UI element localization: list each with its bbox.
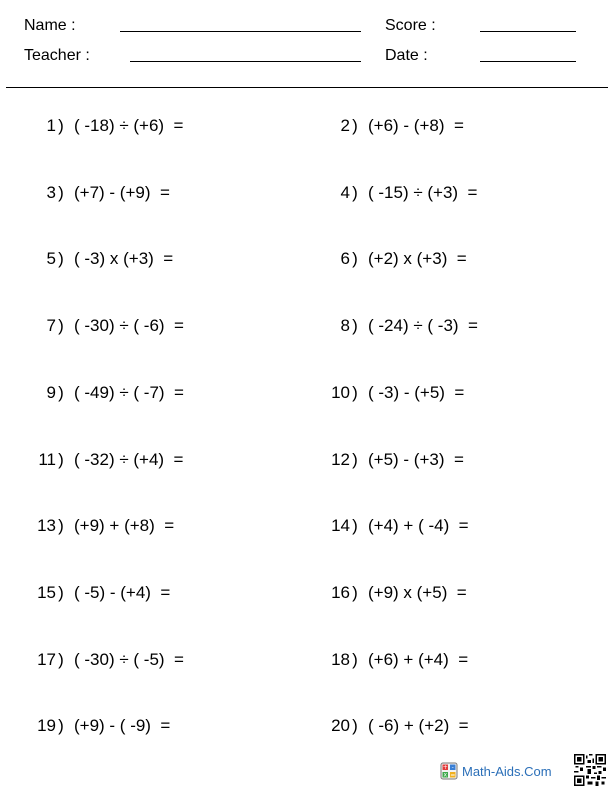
problem-number-paren: ) [58, 516, 64, 535]
problem-expression: (+9) - ( -9) = [74, 716, 171, 735]
problem-number: 9 [46, 383, 56, 402]
problem-expression: ( -32) ÷ (+4) = [74, 450, 184, 469]
calculator-icon [440, 762, 458, 780]
problem-number: 12 [331, 450, 350, 469]
problem-number-paren: ) [352, 183, 358, 202]
problem-number: 19 [37, 716, 56, 735]
score-label: Score : [385, 17, 436, 34]
problem-expression: ( -24) ÷ ( -3) = [368, 316, 478, 335]
qr-code-icon [574, 754, 606, 786]
problem-expression: (+2) x (+3) = [368, 249, 467, 268]
problem-number-paren: ) [352, 716, 358, 735]
problem-expression: ( -3) - (+5) = [368, 383, 465, 402]
problem-expression: ( -15) ÷ (+3) = [368, 183, 478, 202]
problem-expression: (+5) - (+3) = [368, 450, 464, 469]
problem-number: 5 [46, 249, 56, 268]
problem-number-paren: ) [58, 316, 64, 335]
problem-expression: ( -30) ÷ ( -6) = [74, 316, 184, 335]
problem-number-paren: ) [352, 116, 358, 135]
problem-expression: ( -6) + (+2) = [368, 716, 469, 735]
svg-text:=: = [450, 771, 456, 779]
problem-expression: (+7) - (+9) = [74, 183, 170, 202]
problem-number-paren: ) [352, 249, 358, 268]
problem-3 [28, 182, 170, 204]
problem-expression: ( -18) ÷ (+6) = [74, 116, 184, 135]
problem-8 [322, 315, 478, 337]
problem-12 [322, 449, 464, 471]
problem-number-paren: ) [352, 316, 358, 335]
problem-9 [28, 382, 184, 404]
svg-text:-: - [451, 764, 454, 772]
problem-expression: (+9) x (+5) = [368, 583, 467, 602]
site-name[interactable]: Math-Aids.Com [462, 763, 552, 779]
problem-17 [28, 649, 184, 671]
problem-7 [28, 315, 184, 337]
problem-5 [28, 248, 173, 270]
problem-11 [28, 449, 183, 471]
problem-18 [322, 649, 468, 671]
problem-number: 2 [340, 116, 350, 135]
problem-number: 11 [38, 450, 56, 469]
name-label: Name : [24, 17, 76, 34]
problem-number: 8 [340, 316, 350, 335]
problem-number: 20 [331, 716, 350, 735]
problem-19 [28, 715, 170, 737]
problem-number: 6 [340, 249, 350, 268]
svg-text:+: + [442, 764, 448, 772]
problem-10 [322, 382, 464, 404]
problem-15 [28, 582, 170, 604]
problem-2 [322, 115, 464, 137]
problem-expression: ( -5) - (+4) = [74, 583, 171, 602]
problem-number: 15 [37, 583, 56, 602]
problem-4 [322, 182, 477, 204]
problem-number: 18 [331, 650, 350, 669]
problem-number: 13 [37, 516, 56, 535]
problem-number: 10 [331, 383, 350, 402]
teacher-label: Teacher : [24, 47, 90, 64]
problem-number-paren: ) [58, 650, 64, 669]
problem-number: 16 [331, 583, 350, 602]
problem-number-paren: ) [352, 383, 358, 402]
problem-expression: (+4) + ( -4) = [368, 516, 469, 535]
problem-expression: ( -30) ÷ ( -5) = [74, 650, 184, 669]
date-label: Date : [385, 47, 428, 64]
problem-number-paren: ) [58, 583, 64, 602]
problem-expression: (+9) + (+8) = [74, 516, 175, 535]
problem-number: 7 [46, 316, 56, 335]
site-logo [440, 761, 552, 781]
problem-number-paren: ) [352, 516, 358, 535]
problem-expression: (+6) - (+8) = [368, 116, 464, 135]
problem-number: 4 [340, 183, 350, 202]
problem-number-paren: ) [58, 249, 64, 268]
problem-number: 3 [46, 183, 56, 202]
problem-number-paren: ) [352, 650, 358, 669]
problem-13 [28, 515, 174, 537]
problem-16 [322, 582, 467, 604]
problem-number-paren: ) [58, 183, 64, 202]
problem-number-paren: ) [58, 716, 64, 735]
problem-1 [28, 115, 183, 137]
problem-number-paren: ) [58, 116, 64, 135]
problem-number-paren: ) [352, 450, 358, 469]
svg-text:x: x [443, 771, 448, 779]
problem-number: 14 [331, 516, 350, 535]
problem-expression: ( -49) ÷ ( -7) = [74, 383, 184, 402]
problem-14 [322, 515, 469, 537]
problem-20 [322, 715, 469, 737]
problem-number-paren: ) [58, 450, 64, 469]
problem-number: 1 [46, 116, 56, 135]
problem-number: 17 [37, 650, 56, 669]
problem-expression: ( -3) x (+3) = [74, 249, 174, 268]
problem-number-paren: ) [58, 383, 64, 402]
problem-expression: (+6) + (+4) = [368, 650, 469, 669]
problem-6 [322, 248, 467, 270]
problem-number-paren: ) [352, 583, 358, 602]
